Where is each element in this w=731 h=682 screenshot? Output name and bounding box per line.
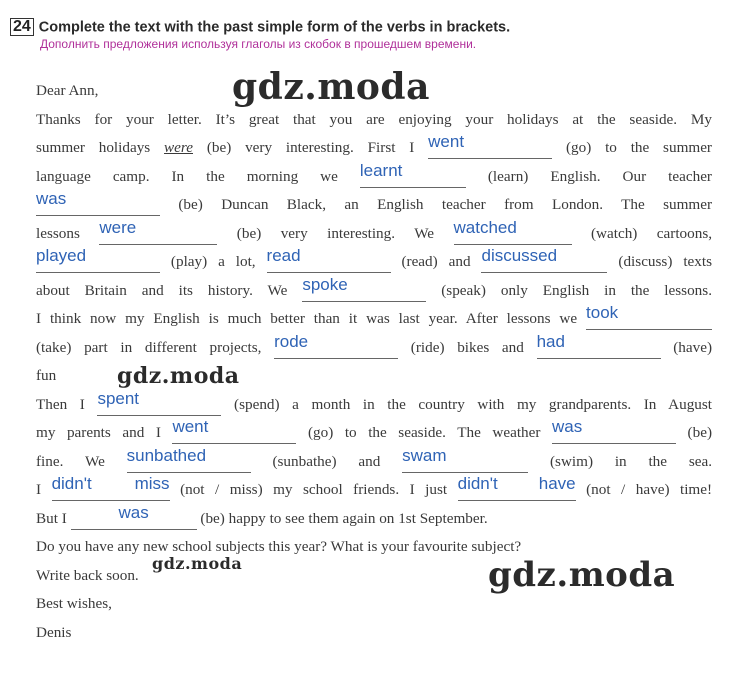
letter-line-9 xyxy=(36,331,713,363)
answer-text: went xyxy=(428,132,465,151)
text-segment: Then I xyxy=(36,395,85,413)
answer-text: was xyxy=(36,189,67,208)
answer-blank[interactable] xyxy=(71,502,197,530)
answer-blank[interactable] xyxy=(586,303,712,330)
letter-line-5 xyxy=(36,217,713,249)
text-segment: (sunbathe) and xyxy=(272,452,381,470)
answer-text: read xyxy=(266,246,301,265)
letter-line-11 xyxy=(36,388,713,420)
answer-blank[interactable] xyxy=(302,274,426,302)
text-segment: (not / miss) my school friends. I just xyxy=(180,481,448,498)
answer-blank[interactable] xyxy=(266,246,391,273)
answer-text: went xyxy=(172,417,209,436)
text-segment: my parents and I xyxy=(36,424,161,441)
answer-blank[interactable] xyxy=(97,388,221,416)
letter-line-8 xyxy=(36,305,712,334)
letter-line-17: Write back soon. xyxy=(36,566,139,584)
text-segment: summer holidays xyxy=(36,139,151,156)
answer-blank[interactable] xyxy=(172,417,296,444)
letter-line-10: fun xyxy=(36,367,57,384)
text-segment: (play) a lot, xyxy=(170,253,256,270)
given-example: were xyxy=(164,139,193,156)
answer-text: spoke xyxy=(302,274,348,294)
watermark: gdz.moda xyxy=(152,554,243,573)
watermark: gdz.moda xyxy=(488,555,676,595)
answer-blank[interactable] xyxy=(36,246,160,273)
letter-signature: Denis xyxy=(36,623,72,641)
text-segment: But I xyxy=(36,509,67,527)
answer-text: learnt xyxy=(359,160,403,180)
text-segment: (be) Duncan Black, an English teacher from London. The summer xyxy=(178,196,713,213)
text-segment: I xyxy=(36,481,42,498)
text-segment: lessons xyxy=(36,224,80,242)
answer-text: was xyxy=(118,502,149,522)
answer-text: rode xyxy=(274,331,309,351)
text-segment: (be) very interesting. We xyxy=(236,224,435,242)
text-segment: language camp. In the morning we xyxy=(36,167,338,185)
task-header xyxy=(10,18,711,51)
answer-text: swam xyxy=(402,445,447,465)
letter-line-16: Do you have any new school subjects this year? What is your favourite subject? xyxy=(36,538,522,555)
answer-text: didn't miss xyxy=(51,474,170,493)
answer-text: had xyxy=(536,331,565,351)
answer-text: played xyxy=(36,246,87,265)
answer-text: didn't have xyxy=(457,474,576,493)
text-segment: (read) and xyxy=(401,253,471,270)
text-segment: Thanks for your letter. It’s great that you are enjoying your holidays at the seaside. My xyxy=(36,110,712,128)
text-segment: (have) xyxy=(673,338,713,356)
answer-text: watched xyxy=(453,217,517,237)
answer-blank[interactable] xyxy=(51,474,170,501)
letter-line-18: Best wishes, xyxy=(36,595,112,612)
answer-blank[interactable] xyxy=(274,331,398,359)
answer-text: discussed xyxy=(481,246,558,265)
answer-text: was xyxy=(552,417,583,436)
answer-blank[interactable] xyxy=(481,246,607,273)
watermark: gdz.moda xyxy=(232,66,430,108)
answer-text: took xyxy=(586,303,619,322)
answer-blank[interactable] xyxy=(99,217,217,245)
task-number: 24 xyxy=(10,18,34,36)
task-subtitle: Дополнить предложения используя глаголы из скобок в прошедшем времени. xyxy=(40,37,477,52)
text-segment: about Britain and its history. We xyxy=(36,281,288,299)
answer-blank[interactable] xyxy=(402,445,528,473)
text-segment: (spend) a month in the country with my grandparents. In August xyxy=(234,395,713,413)
text-segment: (take) part in different projects, xyxy=(36,338,262,356)
answer-blank[interactable] xyxy=(428,132,552,159)
answer-blank[interactable] xyxy=(457,474,576,501)
text-segment: (not / have) time! xyxy=(586,481,713,498)
letter-line-1 xyxy=(36,106,712,135)
answer-text: were xyxy=(99,217,137,237)
letter-line-15 xyxy=(36,502,712,534)
text-segment: I think now my English is much better than it was last year. After lessons we xyxy=(36,310,578,327)
text-segment: fine. We xyxy=(36,452,105,470)
answer-blank[interactable] xyxy=(552,417,676,444)
task-title: Complete the text with the past simple form of the verbs in brackets. xyxy=(38,19,511,36)
answer-blank[interactable] xyxy=(359,160,466,188)
answer-text: sunbathed xyxy=(126,445,207,465)
letter-line-12 xyxy=(36,419,712,448)
text-segment: (watch) cartoons, xyxy=(590,224,713,242)
text-segment: (learn) English. Our teacher xyxy=(487,167,712,185)
answer-text: spent xyxy=(97,388,140,408)
letter-line-7 xyxy=(36,274,712,306)
answer-blank[interactable] xyxy=(453,217,572,245)
answer-blank[interactable] xyxy=(36,189,160,216)
letter-line-2 xyxy=(36,134,712,163)
text-segment: (be) happy to see them again on 1st September. xyxy=(200,509,488,527)
answer-blank[interactable] xyxy=(536,331,661,359)
letter-line-14 xyxy=(36,476,712,505)
text-segment: (swim) in the sea. xyxy=(549,452,713,470)
letter-line-4 xyxy=(36,191,712,220)
text-segment: (go) to the seaside. The weather xyxy=(307,424,541,441)
letter-line-13 xyxy=(36,445,713,477)
watermark: gdz.moda xyxy=(117,363,240,389)
text-segment: (discuss) texts xyxy=(618,253,713,270)
text-segment: (ride) bikes and xyxy=(410,338,524,356)
letter-line-6 xyxy=(36,248,712,277)
letter-line-3 xyxy=(36,160,712,192)
text-segment: (be) very interesting. First I xyxy=(206,139,415,156)
letter-greeting: Dear Ann, xyxy=(36,82,99,99)
answer-blank[interactable] xyxy=(126,445,251,473)
text-segment: (go) to the summer xyxy=(565,139,712,156)
text-segment: (speak) only English in the lessons. xyxy=(441,281,712,299)
text-segment: (be) xyxy=(687,424,712,441)
